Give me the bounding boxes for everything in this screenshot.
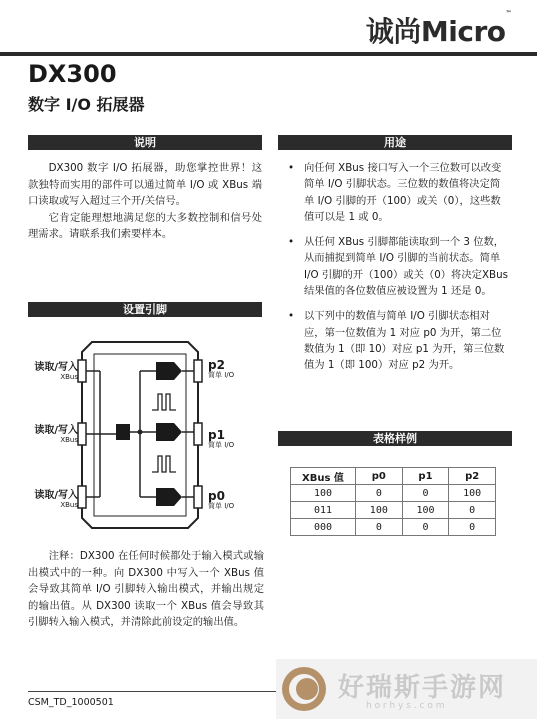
table-cell: 100 (356, 502, 403, 519)
table-cell: 0 (449, 502, 496, 519)
watermark-url: h o r h y s . c o m (366, 701, 445, 711)
driver-p1 (156, 423, 182, 441)
left-pin-label: 读取/写入 XBus (34, 362, 78, 381)
watermark-text: 好瑞斯手游网 (338, 673, 507, 703)
uses-list (282, 160, 508, 383)
table-cell: 0 (402, 485, 449, 502)
right-pin-p2 (194, 360, 202, 382)
footer-rule (28, 691, 278, 692)
sample-table (290, 467, 496, 536)
right-pin-p1 (194, 423, 202, 445)
left-pin-mid (78, 423, 86, 445)
description-paragraph: 它肯定能理想地满足您的大多数控制和信号处理需求。请联系我们索要样本。 (28, 211, 262, 240)
core-block (116, 424, 130, 440)
table-cell: 000 (291, 519, 356, 536)
list-item: • 向任何 XBus 接口写入一个三位数可以改变简单 I/O 引脚状态。三位数的数值将决定简单 I/O 引脚的开（100）或关（0），这些数值可以是 1 或 0。 (282, 160, 508, 225)
right-pin-label-p0: p0 简单 I/O (208, 489, 235, 510)
pulse-icon (152, 456, 176, 472)
table-header-row (291, 468, 496, 485)
left-pin-top (78, 360, 86, 382)
right-pin-label-p1: p1 简单 I/O (208, 428, 235, 449)
pulse-icon (152, 394, 176, 410)
table-row (291, 485, 496, 502)
description-body (28, 160, 262, 243)
table-cell: 100 (402, 502, 449, 519)
driver-p2 (156, 362, 182, 380)
page-title: DX300 (28, 60, 117, 88)
description-paragraph: DX300 数字 I/O 拓展器，助您掌控世界！这款独特而实用的部件可以通过简单 I/O 或 XBus 端口读取或写入超过三个开/关信号。 (28, 162, 262, 207)
column-header: p0 (356, 468, 403, 485)
left-pin-label: 读取/写入 XBus (34, 425, 78, 444)
table-cell: 0 (356, 485, 403, 502)
list-item: • 从任何 XBus 引脚都能读取到一个 3 位数，从而捕捉到简单 I/O 引脚的当前状态。简单 I/O 引脚的开（100）或关（0）将决定XBus 结果值的各位数值应被设置为 1 还是 0。 (282, 234, 508, 299)
list-item: • 以下列中的数值与简单 I/O 引脚状态相对应，第一位数值为 1 对应 p0 为开，第二位数值为 1（即 10）对应 p1 为开，第三位数值为 1（即 100）对应 p2 为开。 (282, 308, 508, 373)
left-pin-bottom (78, 486, 86, 508)
note-text: 注释：DX300 在任何时候都处于输入模式或输出模式中的一种。向 DX300 中写入一个 XBus 值会导致其简单 I/O 引脚转入输出模式，并输出规定的输出值。从 DX300 读取一个 XBus 值会导致其引脚转入输入模式，并清除此前设定的输出值。 (28, 550, 264, 628)
column-header: p2 (449, 468, 496, 485)
left-pin-label: 读取/写入 XBus (34, 490, 78, 509)
table-cell: 100 (291, 485, 356, 502)
brand-logo: 诚尚Micro™ (365, 10, 511, 48)
description-heading: 说明 (28, 135, 262, 150)
right-pin-label-p2: p2 简单 I/O (208, 358, 235, 379)
table-heading: 表格样例 (278, 431, 512, 446)
table-cell: 011 (291, 502, 356, 519)
column-header: p1 (402, 468, 449, 485)
table-cell: 100 (449, 485, 496, 502)
table-cell: 0 (449, 519, 496, 536)
right-pin-p0 (194, 486, 202, 508)
driver-p0 (156, 488, 182, 506)
pinout-heading: 设置引脚 (28, 302, 262, 317)
header-rule (0, 52, 537, 56)
document-code: CSM_TD_1000501 (28, 697, 114, 708)
column-header: XBus 值 (291, 468, 356, 485)
table-cell: 0 (402, 519, 449, 536)
table-cell: 0 (356, 519, 403, 536)
uses-heading: 用途 (278, 135, 512, 150)
watermark-badge (276, 659, 537, 719)
table-row (291, 519, 496, 536)
table-row (291, 502, 496, 519)
watermark-logo-icon (280, 665, 328, 713)
page-subtitle: 数字 I/O 拓展器 (28, 95, 145, 114)
